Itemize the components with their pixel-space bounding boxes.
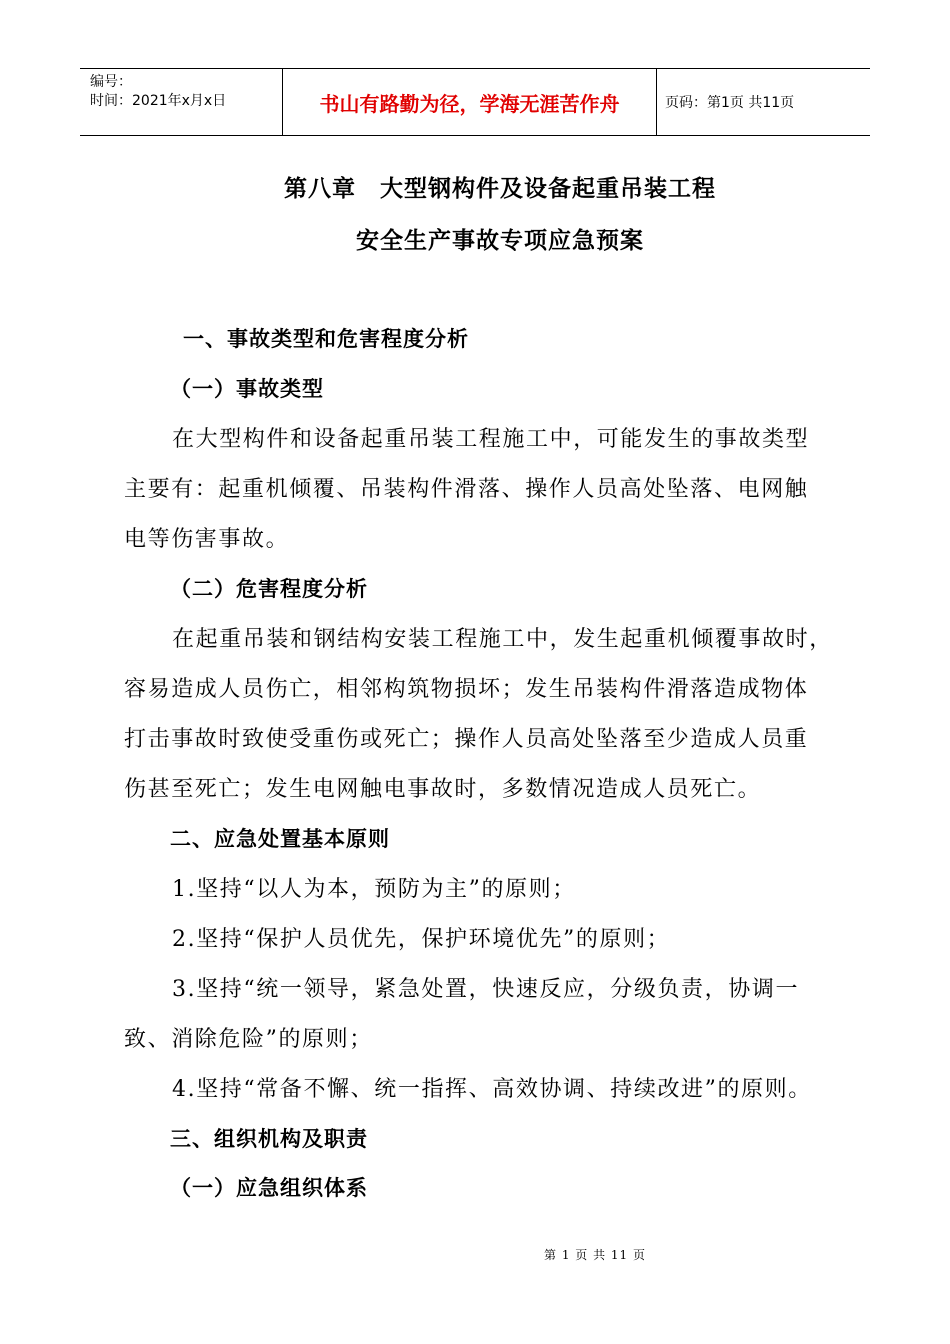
principle-item: 3.坚持“统一领导，紧急处置，快速反应，分级负责，协调一	[172, 977, 800, 1002]
paragraph-line: 主要有：起重机倾覆、吊装构件滑落、操作人员高处坠落、电网触	[124, 477, 809, 502]
principle-item-continued: 致、消除危险”的原则；	[124, 1027, 373, 1052]
header-motto	[282, 69, 657, 135]
section-heading-2: 二、应急处置基本原则	[170, 827, 390, 851]
principle-item: 4.坚持“常备不懈、统一指挥、高效协调、持续改进”的原则。	[172, 1077, 812, 1102]
header-meta	[80, 69, 282, 135]
subsection-heading-3-1: （一）应急组织体系	[170, 1176, 368, 1200]
motto-text: 书山有路勤为径，学海无涯苦作舟	[319, 91, 620, 116]
page-footer: 第 1 页 共 11 页	[544, 1248, 646, 1262]
header-page-info	[657, 69, 870, 135]
subsection-heading-1-2: （二）危害程度分析	[170, 577, 368, 601]
section-heading-1: 一、事故类型和危害程度分析	[183, 327, 469, 351]
page-info-text: 页码：第1页 共11页	[665, 95, 795, 111]
time-label: 时间：2021年x月x日	[90, 93, 227, 109]
document-header	[80, 68, 870, 136]
principle-item: 2.坚持“保护人员优先，保护环境优先”的原则；	[172, 927, 671, 952]
paragraph-line: 打击事故时致使受重伤或死亡；操作人员高处坠落至少造成人员重	[124, 727, 809, 752]
subsection-heading-1-1: （一）事故类型	[170, 377, 324, 401]
paragraph-line: 电等伤害事故。	[124, 527, 290, 552]
section-heading-3: 三、组织机构及职责	[170, 1127, 368, 1151]
document-title-line2: 安全生产事故专项应急预案	[356, 228, 644, 254]
principle-item: 1.坚持“以人为本，预防为主”的原则；	[172, 877, 576, 902]
paragraph-line: 容易造成人员伤亡，相邻构筑物损坏；发生吊装构件滑落造成物体	[124, 677, 809, 702]
number-label: 编号：	[90, 74, 132, 90]
document-title-line1: 第八章 大型钢构件及设备起重吊装工程	[284, 176, 716, 202]
paragraph-line: 伤甚至死亡；发生电网触电事故时，多数情况造成人员死亡。	[124, 777, 762, 802]
paragraph-line: 在起重吊装和钢结构安装工程施工中，发生起重机倾覆事故时，	[172, 627, 833, 652]
paragraph-line: 在大型构件和设备起重吊装工程施工中，可能发生的事故类型	[172, 427, 810, 452]
